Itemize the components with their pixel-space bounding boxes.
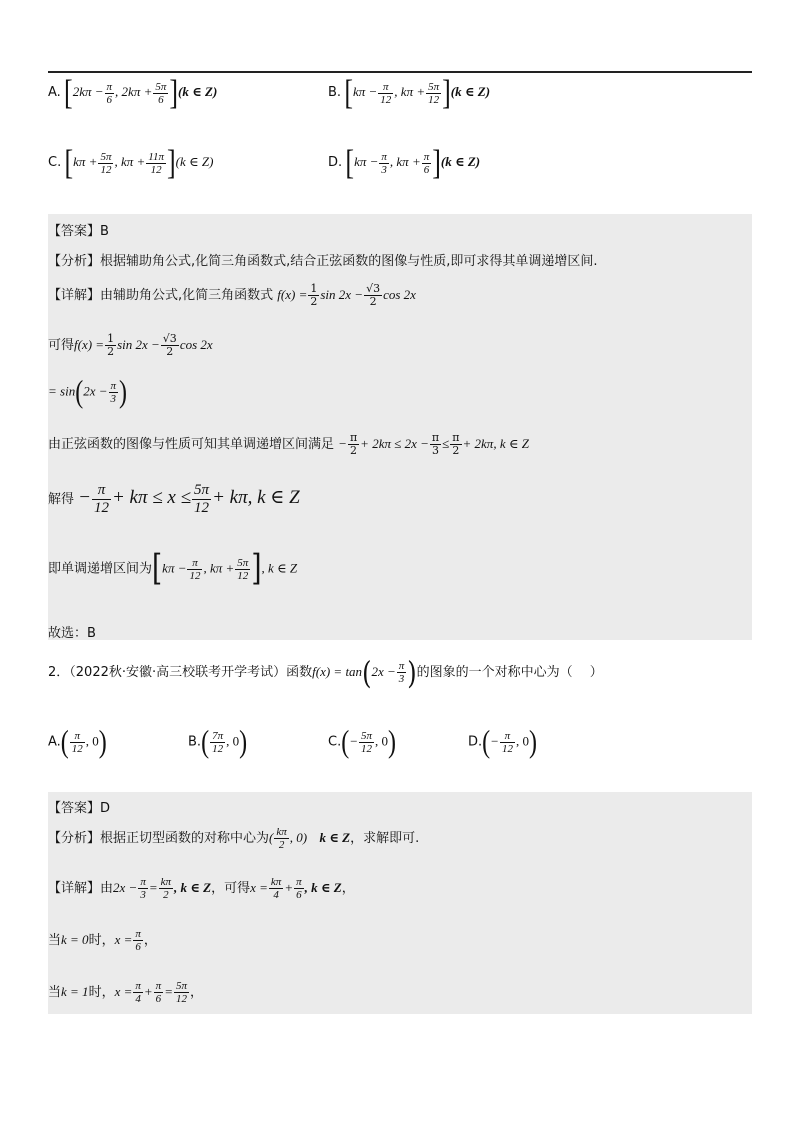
- q1-kede-line: 可得f(x) = $\frac{1}{2}$ sin 2x − $\frac{√3}{2}$ cos 2x: [48, 332, 213, 358]
- q2-detail: 【详解】由2x − $\frac{\pi}{3}$ = $\frac{k\pi}{2}$ , k ∈ Z，可得x = $\frac{k\pi}{4}$ + $\frac{\pi}{6}$ , k ∈ Z，: [48, 876, 355, 901]
- q2-option-c: C.(− $\frac{5\pi}{12}$ , 0): [328, 725, 397, 760]
- q2-analysis: 【分析】根据正切型函数的对称中心为( $\frac{k\pi}{2}$ , 0) k ∈ Z，求解即可.: [48, 826, 420, 851]
- q2-stem: 2．（2022秋·安徽·高三校联考开学考试）函数f(x) = tan(2x − $\frac{\pi}{3}$ )的图象的一个对称中心为（ ）: [48, 654, 603, 691]
- q1-detail-line: 【详解】由辅助角公式,化简三角函数式 f(x) = $\frac{1}{2}$ sin 2x − $\frac{√3}{2}$ cos 2x: [48, 282, 416, 308]
- q2-option-b: B.( $\frac{7\pi}{12}$ , 0): [188, 725, 248, 760]
- q2-option-a: A.( $\frac{\pi}{12}$ , 0): [48, 725, 107, 760]
- q2-k0-line: 当k = 0时，x = $\frac{\pi}{6}$ ，: [48, 928, 157, 953]
- q2-answer: 【答案】D: [48, 801, 111, 816]
- q1-answer: 【答案】B: [48, 224, 109, 239]
- q1-interval-line: 即单调递增区间为[kπ − $\frac{\pi}{12}$ , kπ + $\frac{5\pi}{12}$ ], k ∈ Z: [48, 548, 298, 590]
- q1-final-choice: 故选：B: [48, 626, 96, 641]
- q2-k1-line: 当k = 1时，x = $\frac{\pi}{4}$ + $\frac{\pi}{6}$ = $\frac{5\pi}{12}$ ，: [48, 980, 203, 1005]
- q1-solve-line: 解得 − $\frac{\pi}{12}$ + kπ ≤ x ≤ $\frac{5\pi}{12}$ + kπ, k ∈ Z: [48, 482, 300, 516]
- q1-option-d: D. [kπ − $\frac{\pi}{3}$ , kπ + $\frac{\pi}{6}$ ](k ∈ Z): [328, 142, 481, 182]
- q1-option-c: C. [kπ + $\frac{5\pi}{12}$ , kπ + $\frac{11\pi}{12}$ ](k ∈ Z): [48, 142, 214, 182]
- q2-option-d: D.(− $\frac{\pi}{12}$ , 0): [468, 725, 537, 760]
- q1-option-a: A. [2kπ − $\frac{\pi}{6}$ , 2kπ + $\frac{5\pi}{6}$ ](k ∈ Z): [48, 72, 218, 112]
- top-rule: [48, 71, 752, 73]
- q1-analysis: 【分析】根据辅助角公式,化简三角函数式,结合正弦函数的图像与性质,即可求得其单调递增区间.: [48, 254, 598, 269]
- q1-inequality-line: 由正弦函数的图像与性质可知其单调递增区间满足 − $\frac{\pi}{2}$ + 2kπ ≤ 2x − $\frac{\pi}{3}$ ≤ $\frac{\pi}{2}$ + 2kπ, k ∈ Z: [48, 431, 529, 457]
- q1-option-b: B. [kπ − $\frac{\pi}{12}$ , kπ + $\frac{5\pi}{12}$ ](k ∈ Z): [328, 72, 491, 112]
- q1-sin-line: = sin(2x − $\frac{\pi}{3}$ ): [48, 375, 128, 410]
